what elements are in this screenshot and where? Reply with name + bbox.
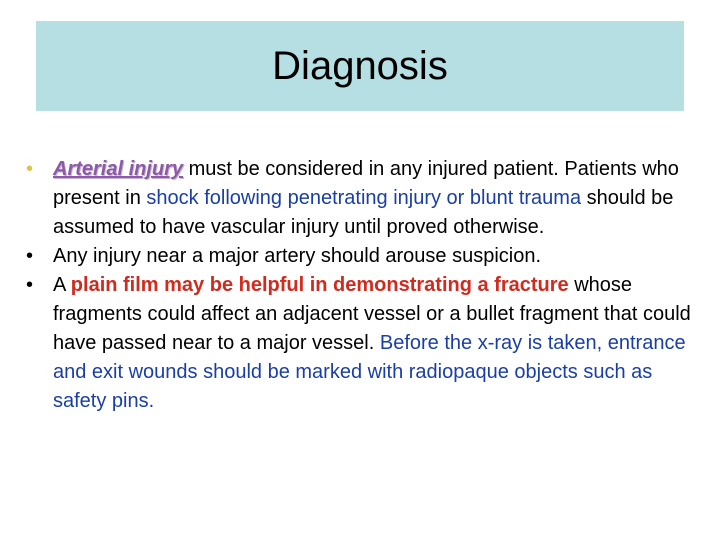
bullet-1-blue-text: shock following penetrating injury or blunt trauma <box>146 187 582 209</box>
slide-title: Diagnosis <box>272 43 448 88</box>
bullet-marker: • <box>26 274 34 296</box>
bullet-3-red-text: plain film may be helpful in demonstrating a fracture <box>70 274 569 296</box>
title-banner <box>36 21 684 111</box>
bullet-3-text: whose fragments could affect an adjacent vessel or a bullet fragment that could have passed near to a major vessel. <box>53 274 691 354</box>
bullet-marker: • <box>26 158 34 180</box>
bullet-item-2 <box>26 242 696 271</box>
bullet-item-1 <box>26 155 696 242</box>
bullet-3-prefix: A <box>53 274 71 296</box>
bullet-item-3 <box>26 271 696 416</box>
bullet-3-blue-text: Before the x-ray is taken, entrance and exit wounds should be marked with radiopaque objects such as safety pins. <box>53 332 686 412</box>
bullet-list <box>26 155 696 416</box>
bullet-1-text-b: should be assumed to have vascular injury until proved otherwise. <box>53 187 674 238</box>
arterial-injury-term: Arterial injury <box>53 158 184 180</box>
bullet-1-text-a: must be considered in any injured patient. Patients who present in <box>53 158 679 209</box>
bullet-2-text: Any injury near a major artery should arouse suspicion. <box>53 245 542 267</box>
bullet-marker: • <box>26 245 34 267</box>
